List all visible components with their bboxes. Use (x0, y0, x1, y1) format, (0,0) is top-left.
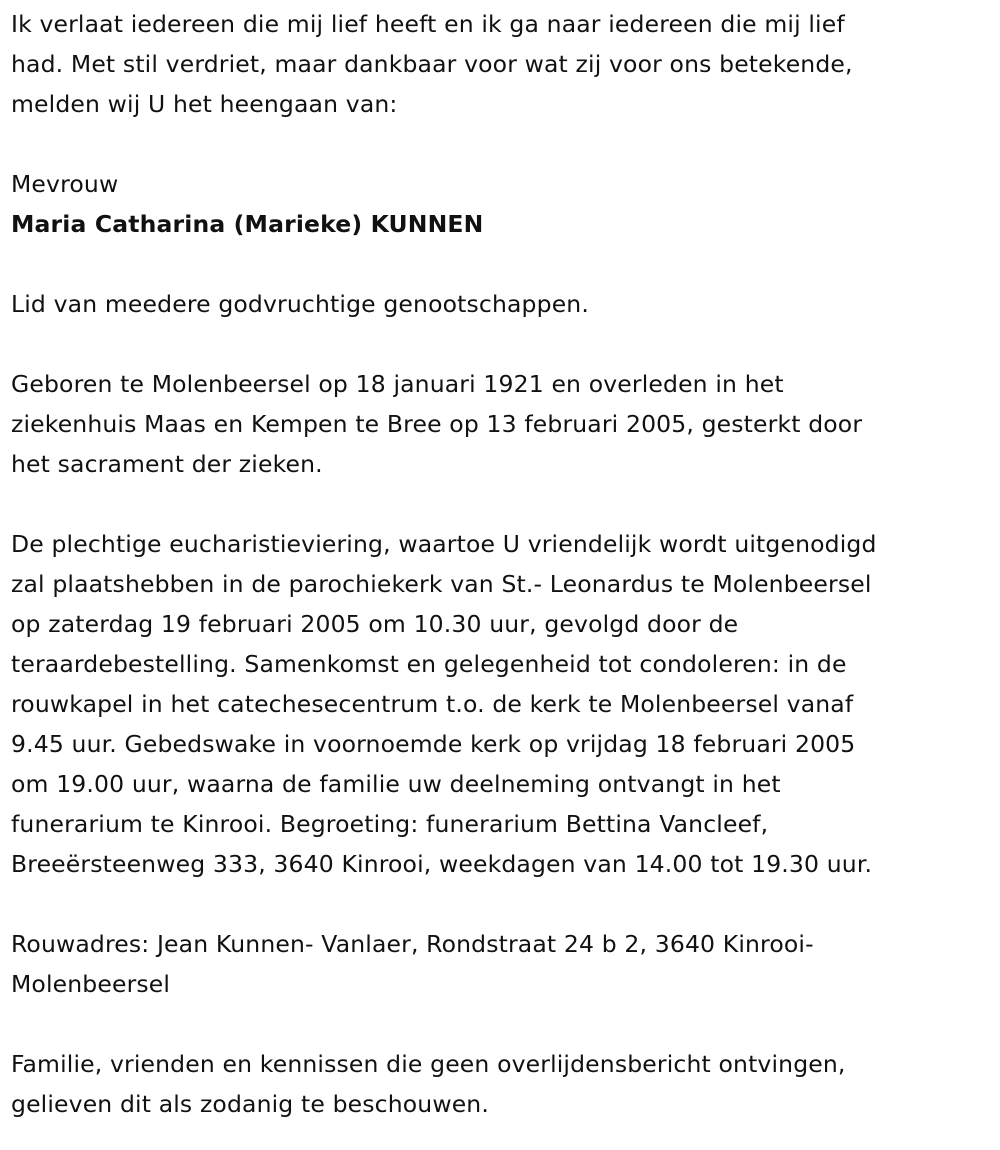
ceremony-paragraph (11, 524, 993, 884)
ceremony-line: om 19.00 uur, waarna de familie uw deelneming ontvangt in het (11, 770, 781, 798)
birth-death-paragraph (11, 364, 993, 484)
intro-line: melden wij U het heengaan van: (11, 90, 398, 118)
closing-line: Familie, vrienden en kennissen die geen overlijdensbericht ontvingen, (11, 1050, 846, 1078)
paragraph-spacer (11, 1004, 993, 1044)
ceremony-line: zal plaatshebben in de parochiekerk van St.- Leonardus te Molenbeersel (11, 570, 872, 598)
salutation: Mevrouw (11, 170, 119, 198)
paragraph-spacer (11, 484, 993, 524)
paragraph-spacer (11, 884, 993, 924)
closing-line: gelieven dit als zodanig te beschouwen. (11, 1090, 489, 1118)
paragraph-spacer (11, 324, 993, 364)
ceremony-line: op zaterdag 19 februari 2005 om 10.30 uur, gevolgd door de (11, 610, 739, 638)
paragraph-spacer (11, 124, 993, 164)
obituary-notice (11, 4, 993, 1124)
address-paragraph (11, 924, 993, 1004)
deceased-name: Maria Catharina (Marieke) KUNNEN (11, 210, 484, 238)
birth-death-line: Geboren te Molenbeersel op 18 januari 1921 en overleden in het (11, 370, 784, 398)
ceremony-line: Breeërsteenweg 333, 3640 Kinrooi, weekdagen van 14.00 tot 19.30 uur. (11, 850, 873, 878)
birth-death-line: ziekenhuis Maas en Kempen te Bree op 13 februari 2005, gesterkt door (11, 410, 863, 438)
ceremony-line: funerarium te Kinrooi. Begroeting: funerarium Bettina Vancleef, (11, 810, 769, 838)
paragraph-spacer (11, 244, 993, 284)
address-line: Rouwadres: Jean Kunnen- Vanlaer, Rondstraat 24 b 2, 3640 Kinrooi- (11, 930, 814, 958)
membership-paragraph: Lid van meedere godvruchtige genootschappen. (11, 290, 589, 318)
intro-paragraph (11, 4, 993, 124)
ceremony-line: teraardebestelling. Samenkomst en gelegenheid tot condoleren: in de (11, 650, 847, 678)
birth-death-line: het sacrament der zieken. (11, 450, 323, 478)
address-line: Molenbeersel (11, 970, 171, 998)
ceremony-line: De plechtige eucharistieviering, waartoe U vriendelijk wordt uitgenodigd (11, 530, 877, 558)
ceremony-line: rouwkapel in het catechesecentrum t.o. de kerk te Molenbeersel vanaf (11, 690, 854, 718)
ceremony-line: 9.45 uur. Gebedswake in voornoemde kerk op vrijdag 18 februari 2005 (11, 730, 856, 758)
intro-line: had. Met stil verdriet, maar dankbaar voor wat zij voor ons betekende, (11, 50, 853, 78)
closing-paragraph (11, 1044, 993, 1124)
intro-line: Ik verlaat iedereen die mij lief heeft en ik ga naar iedereen die mij lief (11, 10, 845, 38)
